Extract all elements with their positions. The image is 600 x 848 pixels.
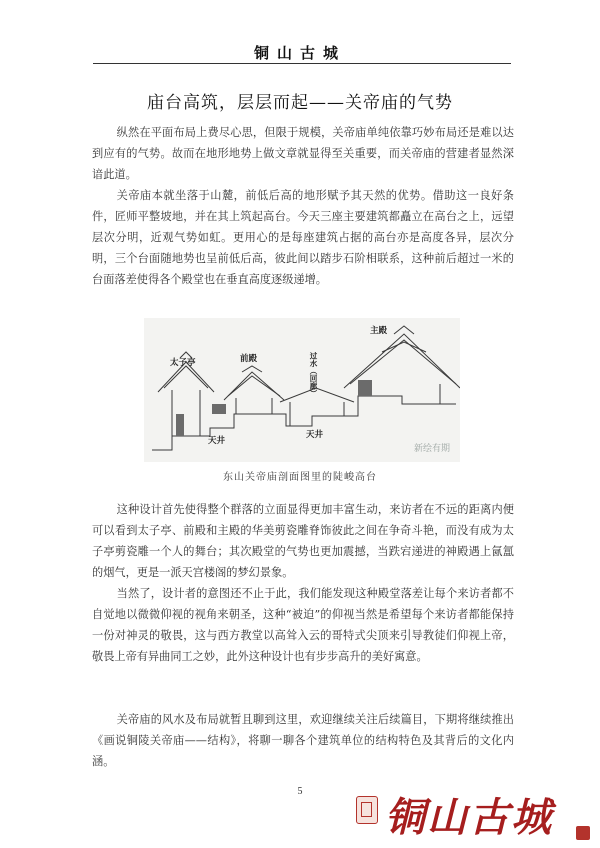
header-rule	[93, 63, 511, 64]
corner-seal-icon	[576, 826, 590, 840]
page-header-title: 铜山古城	[253, 44, 346, 62]
paragraph: 这种设计首先使得整个群落的立面显得更加丰富生动，来访者在不远的距离内便可以看到太子亭、前殿和主殿的华美剪瓷雕脊饰彼此之间在争奇斗艳，而没有成为太子亭剪瓷雕一个人的舞台；其次殿堂的气势也更加震撼，当跌宕递进的神殿遇上氤氲的烟气，更是一派天宫楼阁的梦幻景象。	[92, 503, 514, 579]
paragraph: 当然了，设计者的意图还不止于此，我们能发现这种殿堂落差让每个来访者都不自觉地以微微仰视的视角来朝圣，这种“被迫”的仰视当然是希望每个来访者都能保持一份对神灵的敬畏，这与西方教堂以高耸入云的哥特式尖顶来引导教徒们仰视上帝，敬畏上帝有异曲同工之妙，此外这种设计也有步步高升的美好寓意。	[92, 587, 514, 663]
paragraph: 纵然在平面布局上费尽心思，但限于规模，关帝庙单纯依靠巧妙布局还是难以达到应有的气势。故而在地形地势上做文章就显得至关重要，而关帝庙的营建者显然深谙此道。	[92, 126, 514, 181]
section-illustration	[144, 318, 460, 462]
page-number: 5	[297, 786, 303, 797]
brand-logo: 铜山古城	[385, 794, 553, 841]
paragraph: 关帝庙的风水及布局就暂且聊到这里，欢迎继续关注后续篇目，下期将继续推出《画说铜陵关帝庙——结构》，将聊一聊各个建筑单位的结构特色及其背后的文化内涵。	[92, 713, 514, 768]
figure-caption: 东山关帝庙剖面图里的陡峻高台	[223, 472, 377, 483]
paragraph: 关帝庙本就坐落于山麓，前低后高的地形赋予其天然的优势。借助这一良好条件，匠师平整坡地，并在其上筑起高台。今天三座主要建筑都矗立在高台之上，远望层次分明，近观气势如虹。更用心的是每座建筑占据的高台亦是高度各异，层次分明，三个台面随地势也呈前低后高，彼此间以踏步石阶相联系，这种前后超过一米的台面落差使得各个殿堂也在垂直高度逐级递增。	[92, 189, 514, 286]
label-taiziting: 太子亭	[170, 358, 196, 368]
label-qiandian: 前殿	[240, 354, 258, 364]
label-tianjing-2: 天井	[306, 430, 324, 440]
figure-watermark: 新绘有期	[413, 444, 450, 454]
label-zhudian: 主殿	[370, 326, 388, 336]
cross-section-drawing	[144, 318, 460, 462]
label-guoshui: 过水（回廊）	[309, 352, 318, 397]
seal-icon	[356, 796, 378, 824]
label-tianjing-1: 天井	[208, 436, 226, 446]
article-title: 庙台高筑，层层而起——关帝庙的气势	[147, 93, 453, 113]
